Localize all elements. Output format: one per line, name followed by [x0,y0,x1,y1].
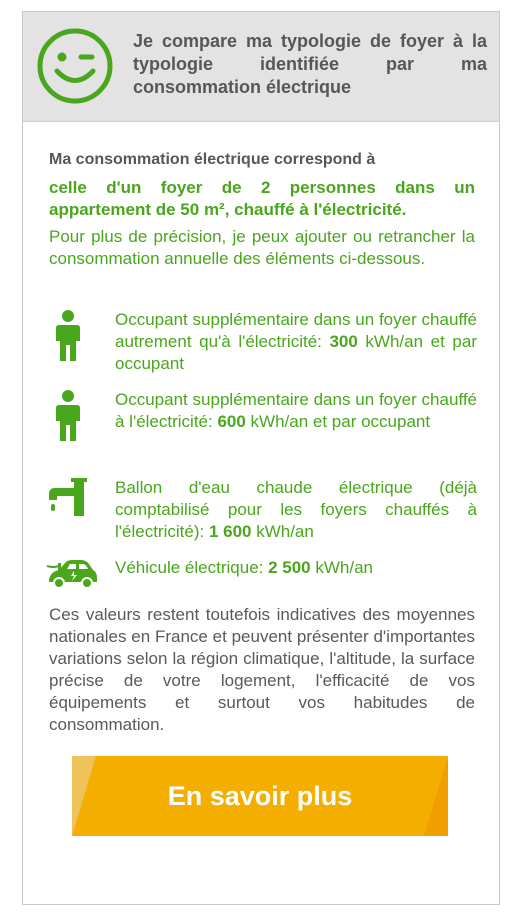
card-title: Je compare ma typologie de foyer à la typologie identifiée par ma consommation électrique [133,31,487,97]
learn-more-label: En savoir plus [167,781,353,811]
item-text: Véhicule électrique: 2 500 kWh/an [115,558,373,577]
precision-note: Pour plus de précision, je peux ajouter ou retrancher la consommation annuelle des éléments ci-dessous. [49,227,475,268]
winking-smiley-icon [35,26,115,106]
disclaimer-text: Ces valeurs restent toutefois indicatives des moyennes nationales en France et peuvent présenter d'importantes variations selon la région climatique, l'altitude, la surface précise de votre logement, l'efficacité de vos équipements et surtout vos habitudes de consommation. [49,605,475,734]
person-icon [53,310,83,364]
electric-car-icon [45,554,99,590]
item-value: 300 [329,332,358,351]
item-text: Occupant supplémentaire dans un foyer chauffé autrement qu'à l'électricité: 300 kWh/an et par occupant [115,310,477,373]
consumption-summary [49,149,475,270]
item-value: 2 500 [268,558,311,577]
comparison-card [22,11,500,905]
water-tap-icon [47,478,91,518]
card-header [23,12,499,122]
item-value: 1 600 [208,522,252,541]
household-typology-result: celle d'un foyer de 2 personnes dans un appartement de 50 m², chauffé à l'électricité. [49,178,475,219]
person-icon [53,390,83,444]
summary-label: Ma consommation électrique correspond à [49,151,376,168]
item-text: Ballon d'eau chaude électrique (déjà comptabilisé pour les foyers chauffés à l'électricité): 1 600 kWh/an [115,478,477,541]
item-value: 600 [217,412,246,431]
item-text: Occupant supplémentaire dans un foyer chauffé à l'électricité: 600 kWh/an et par occupant [115,390,477,431]
learn-more-button[interactable] [72,756,448,836]
